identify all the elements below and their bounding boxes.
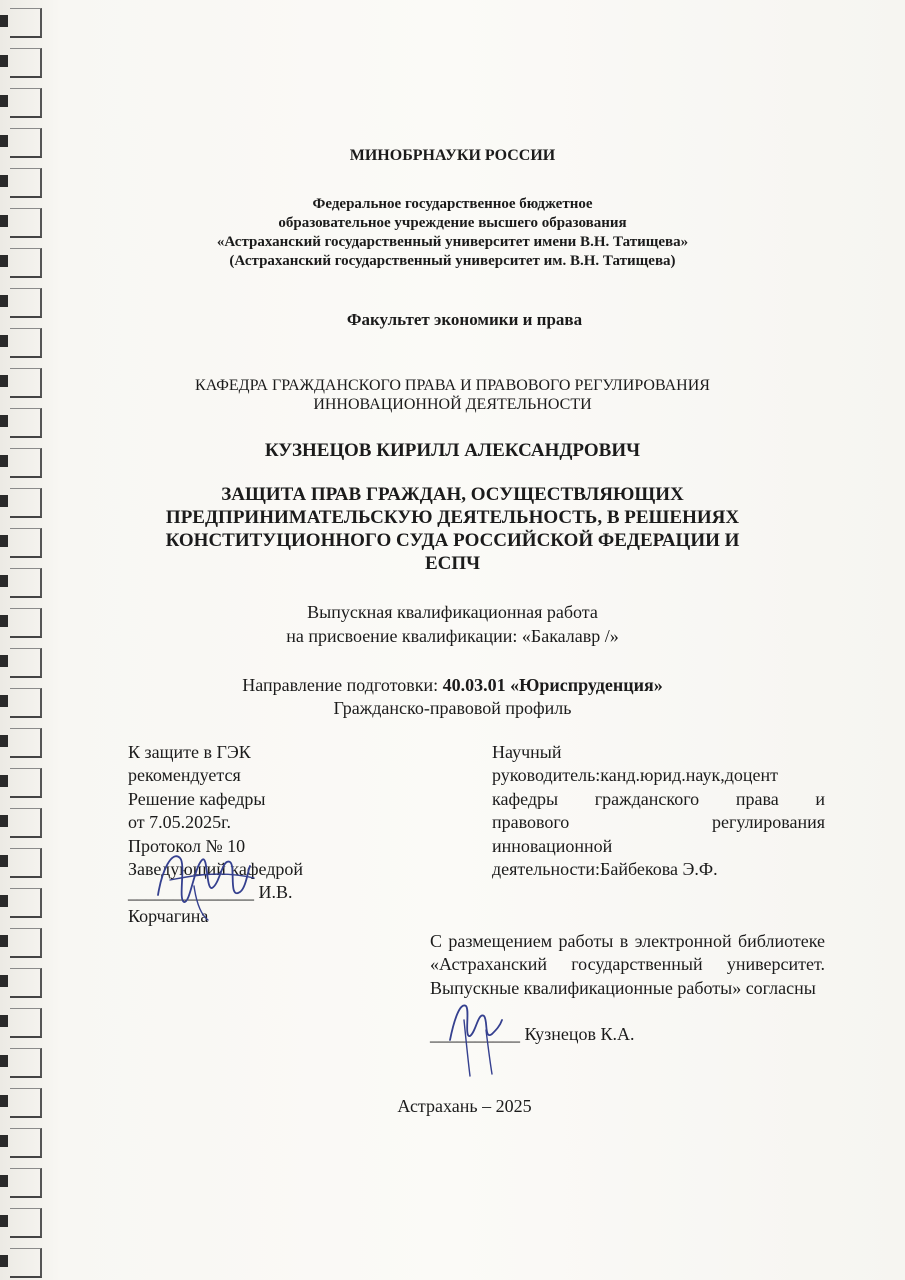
binding-ring — [10, 8, 42, 38]
direction-line — [0, 675, 905, 696]
defense-line-1: К защите в ГЭК — [128, 742, 251, 762]
profile-line: Гражданско-правовой профиль — [333, 698, 572, 718]
org-line-3: «Астраханский государственный университет имени В.Н. Татищева» — [216, 234, 689, 250]
binding-ring — [10, 48, 42, 78]
binding-ring — [10, 888, 42, 918]
binding-ring — [10, 728, 42, 758]
head-of-department-signature — [150, 840, 260, 925]
binding-ring — [10, 1128, 42, 1158]
author-signature — [440, 990, 510, 1080]
thesis-title-line-1: ЗАЩИТА ПРАВ ГРАЖДАН, ОСУЩЕСТВЛЯЮЩИХ — [221, 484, 684, 505]
defense-line-8: Корчагина — [128, 905, 209, 926]
org-line-1: Федеральное государственное бюджетное — [312, 196, 593, 212]
defense-line-4: от 7.05.2025г. — [128, 812, 231, 833]
binding-ring — [10, 1248, 42, 1278]
supervisor-line-3: кафедры гражданского права и — [492, 788, 825, 809]
ministry-heading: МИНОБРНАУКИ РОССИИ — [349, 147, 556, 164]
supervisor-line-1: Научный — [492, 742, 562, 762]
defense-line-2: рекомендуется — [128, 765, 241, 786]
org-line-2: образовательное учреждение высшего образования — [278, 215, 627, 231]
binding-ring — [10, 968, 42, 998]
author-name: КУЗНЕЦОВ КИРИЛЛ АЛЕКСАНДРОВИЧ — [264, 440, 641, 461]
defense-line-6: Заведующий кафедрой — [128, 859, 304, 880]
binding-ring — [10, 168, 42, 198]
defense-line-7: ______________ И.В. — [128, 882, 293, 903]
binding-ring — [10, 88, 42, 118]
supervisor-block — [492, 741, 825, 881]
work-type-line-2: на присвоение квалификации: «Бакалавр /» — [286, 626, 619, 646]
defense-line-5: Протокол № 10 — [128, 835, 246, 856]
supervisor-line-2: руководитель:канд.юрид.наук,доцент — [492, 765, 779, 786]
binding-ring — [10, 848, 42, 878]
binding-ring — [10, 1168, 42, 1198]
binding-ring — [10, 928, 42, 958]
binding-ring — [10, 768, 42, 798]
supervisor-line-5: инновационной — [492, 835, 613, 856]
binding-ring — [10, 808, 42, 838]
work-type-line-1: Выпускная квалификационная работа — [307, 602, 598, 622]
supervisor-line-6: деятельности:Байбекова Э.Ф. — [492, 859, 718, 880]
department-line-1: КАФЕДРА ГРАЖДАНСКОГО ПРАВА И ПРАВОВОГО РЕГУЛИРОВАНИЯ — [195, 377, 710, 394]
binding-ring — [10, 1008, 42, 1038]
org-line-4: (Астраханский государственный университет им. В.Н. Татищева) — [229, 253, 676, 269]
binding-ring — [10, 1208, 42, 1238]
defense-line-3: Решение кафедры — [128, 788, 266, 809]
direction-label: Направление подготовки: — [242, 675, 443, 695]
thesis-title-line-3: КОНСТИТУЦИОННОГО СУДА РОССИЙСКОЙ ФЕДЕРАЦИИ И — [165, 530, 740, 551]
binding-ring — [10, 648, 42, 678]
faculty-heading: Факультет экономики и права — [346, 310, 583, 329]
binding-ring — [10, 328, 42, 358]
supervisor-line-4: правового регулирования — [492, 812, 825, 833]
thesis-title-line-2: ПРЕДПРИНИМАТЕЛЬСКУЮ ДЕЯТЕЛЬНОСТЬ, В РЕШЕНИЯХ — [165, 507, 740, 528]
thesis-title-line-4: ЕСПЧ — [424, 553, 481, 574]
consent-text: С размещением работы в электронной библиотеке «Астраханский государственный университет. Выпускные квалификационные работы» согласны — [430, 931, 825, 998]
binding-ring — [10, 1048, 42, 1078]
consent-signature-line: __________ Кузнецов К.А. — [430, 1024, 635, 1044]
direction-value: 40.03.01 «Юриспруденция» — [442, 675, 663, 695]
department-line-2: ИННОВАЦИОННОЙ ДЕЯТЕЛЬНОСТИ — [313, 396, 592, 413]
city-year-footer: Астрахань – 2025 — [397, 1096, 532, 1116]
